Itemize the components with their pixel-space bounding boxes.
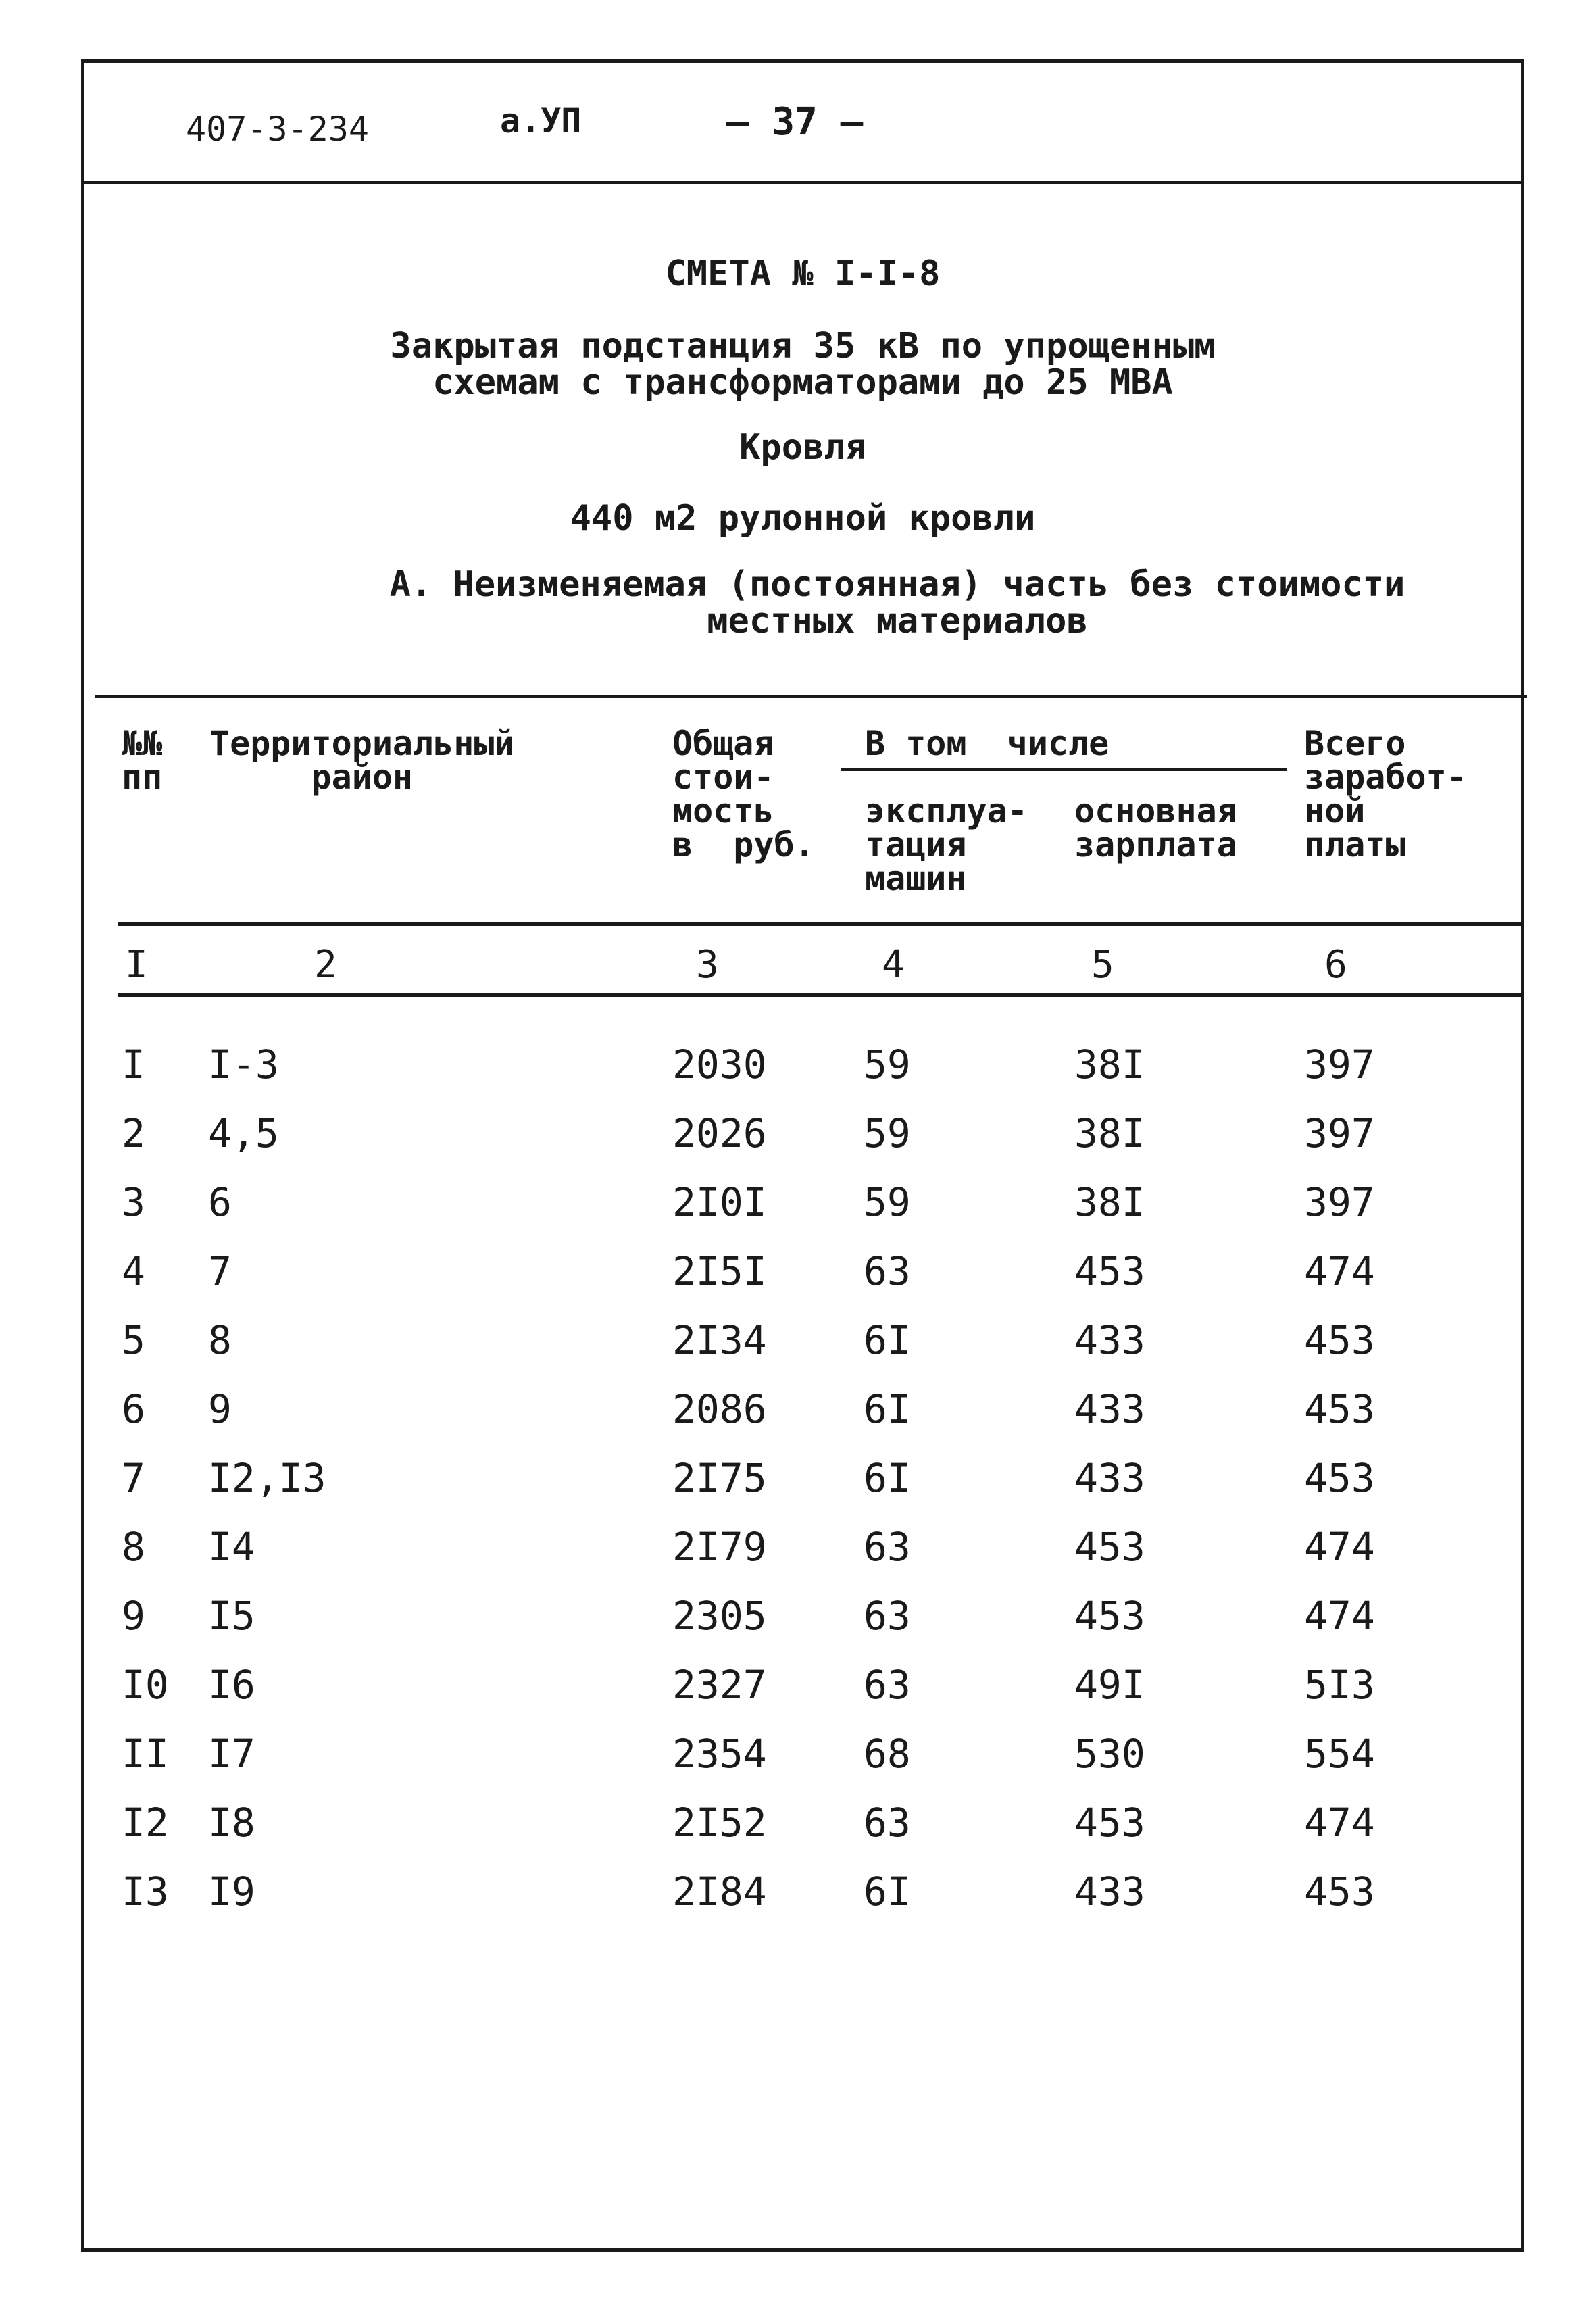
row-region: I-3: [208, 1041, 279, 1087]
estimate-subtitle: [81, 328, 1524, 401]
row-total-wages: 397: [1304, 1110, 1375, 1156]
row-wages: 38I: [1074, 1110, 1145, 1156]
header-total-cost: Общая стои- мость в руб.: [672, 724, 815, 864]
row-total-wages: 554: [1304, 1731, 1375, 1777]
row-region: 6: [208, 1179, 232, 1225]
row-number: I: [122, 1041, 145, 1087]
row-total-cost: 2I0I: [672, 1179, 767, 1225]
section-name: Кровля: [739, 427, 866, 468]
row-region: 7: [208, 1248, 232, 1294]
header-including: В том числе: [865, 724, 1109, 763]
row-machines: 6I: [864, 1386, 911, 1432]
row-wages: 49I: [1074, 1662, 1145, 1708]
row-wages: 453: [1074, 1248, 1145, 1294]
row-number: 9: [122, 1593, 145, 1639]
header-bottom-rule: [118, 922, 1524, 926]
header-divider: [81, 181, 1524, 184]
row-number: II: [122, 1731, 169, 1777]
document-code: 407-3-234: [186, 109, 369, 149]
row-wages: 433: [1074, 1317, 1145, 1363]
row-machines: 6I: [864, 1869, 911, 1915]
row-total-wages: 474: [1304, 1800, 1375, 1846]
row-number: 5: [122, 1317, 145, 1363]
column-number: 2: [314, 943, 337, 987]
row-machines: 59: [864, 1179, 911, 1225]
row-region: I8: [208, 1800, 255, 1846]
row-total-wages: 397: [1304, 1041, 1375, 1087]
row-region: I6: [208, 1662, 255, 1708]
row-total-wages: 397: [1304, 1179, 1375, 1225]
row-total-cost: 2354: [672, 1731, 767, 1777]
estimate-title: СМЕТА № I-I-8: [665, 253, 941, 294]
row-wages: 433: [1074, 1869, 1145, 1915]
row-region: I5: [208, 1593, 255, 1639]
row-total-cost: 2I34: [672, 1317, 767, 1363]
row-total-wages: 474: [1304, 1524, 1375, 1570]
row-total-cost: 2305: [672, 1593, 767, 1639]
row-number: 3: [122, 1179, 145, 1225]
row-total-wages: 453: [1304, 1455, 1375, 1501]
work-quantity: 440 м2 рулонной кровли: [570, 498, 1036, 539]
row-machines: 63: [864, 1593, 911, 1639]
row-wages: 433: [1074, 1455, 1145, 1501]
subtitle-line-2: схемам с трансформаторами до 25 МВА: [432, 362, 1173, 403]
row-total-cost: 2I5I: [672, 1248, 767, 1294]
column-number: 6: [1324, 943, 1347, 987]
row-total-cost: 2026: [672, 1110, 767, 1156]
row-machines: 68: [864, 1731, 911, 1777]
column-number-rule: [118, 993, 1524, 997]
column-number: 3: [696, 943, 719, 987]
header-total-wages: Всего заработ- ной платы: [1304, 724, 1467, 864]
including-underline: [841, 768, 1287, 771]
row-number: 8: [122, 1524, 145, 1570]
row-total-wages: 474: [1304, 1248, 1375, 1294]
row-wages: 433: [1074, 1386, 1145, 1432]
part-title: [176, 566, 1596, 639]
header-region: Территориальный район: [209, 724, 515, 797]
row-machines: 59: [864, 1041, 911, 1087]
row-wages: 38I: [1074, 1041, 1145, 1087]
row-number: I3: [122, 1869, 169, 1915]
row-region: 4,5: [208, 1110, 279, 1156]
column-number: I: [125, 943, 148, 987]
row-total-cost: 2I52: [672, 1800, 767, 1846]
row-machines: 6I: [864, 1317, 911, 1363]
header-machines: эксплуа- тация машин: [865, 791, 1028, 898]
row-number: I2: [122, 1800, 169, 1846]
row-number: 7: [122, 1455, 145, 1501]
row-number: I0: [122, 1662, 169, 1708]
row-wages: 530: [1074, 1731, 1145, 1777]
row-machines: 59: [864, 1110, 911, 1156]
row-number: 6: [122, 1386, 145, 1432]
row-region: I2,I3: [208, 1455, 326, 1501]
row-machines: 63: [864, 1800, 911, 1846]
row-total-wages: 453: [1304, 1386, 1375, 1432]
row-total-wages: 453: [1304, 1869, 1375, 1915]
part-title-line-2: местных материалов: [707, 601, 1088, 641]
header-num: №№ пп: [122, 724, 163, 797]
row-wages: 453: [1074, 1593, 1145, 1639]
row-number: 4: [122, 1248, 145, 1294]
row-total-cost: 2I84: [672, 1869, 767, 1915]
album-label: а.УП: [500, 101, 582, 141]
row-total-cost: 2I79: [672, 1524, 767, 1570]
row-wages: 38I: [1074, 1179, 1145, 1225]
row-total-cost: 2086: [672, 1386, 767, 1432]
row-region: 9: [208, 1386, 232, 1432]
row-wages: 453: [1074, 1800, 1145, 1846]
row-machines: 63: [864, 1662, 911, 1708]
column-number: 4: [882, 943, 905, 987]
page-number: — 37 —: [726, 100, 864, 144]
row-region: I9: [208, 1869, 255, 1915]
row-total-cost: 2I75: [672, 1455, 767, 1501]
row-total-cost: 2030: [672, 1041, 767, 1087]
row-machines: 63: [864, 1524, 911, 1570]
row-number: 2: [122, 1110, 145, 1156]
row-region: I4: [208, 1524, 255, 1570]
row-machines: 63: [864, 1248, 911, 1294]
row-region: I7: [208, 1731, 255, 1777]
row-total-wages: 5I3: [1304, 1662, 1375, 1708]
subtitle-line-1: Закрытая подстанция 35 кВ по упрощенным: [390, 326, 1216, 366]
row-region: 8: [208, 1317, 232, 1363]
row-total-cost: 2327: [672, 1662, 767, 1708]
header-wages: основная зарплата: [1074, 791, 1237, 864]
column-number: 5: [1091, 943, 1114, 987]
row-total-wages: 474: [1304, 1593, 1375, 1639]
row-total-wages: 453: [1304, 1317, 1375, 1363]
part-title-line-1: А. Неизменяемая (постоянная) часть без стоимости: [389, 564, 1405, 605]
table-top-rule: [95, 695, 1527, 698]
row-wages: 453: [1074, 1524, 1145, 1570]
row-machines: 6I: [864, 1455, 911, 1501]
